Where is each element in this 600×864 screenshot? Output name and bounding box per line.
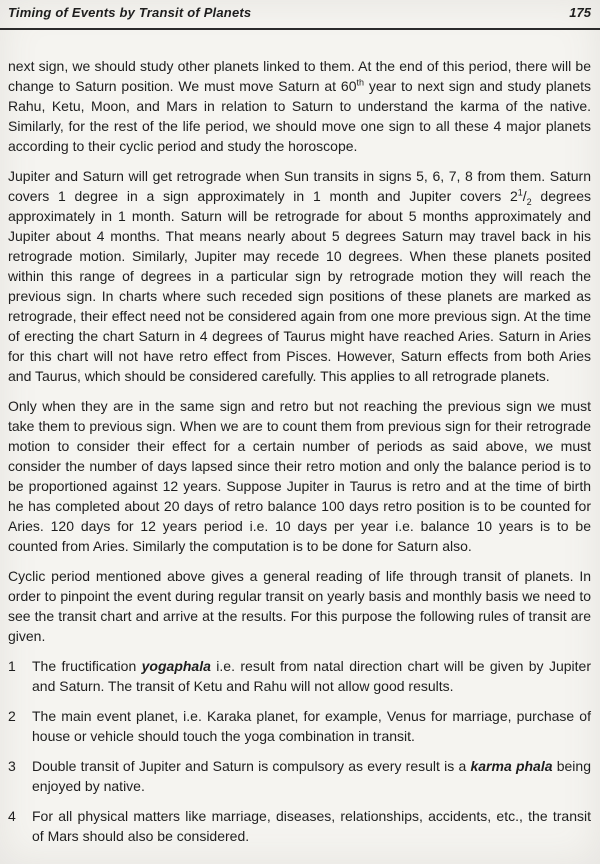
list-item xyxy=(8,806,591,846)
page-header xyxy=(0,0,600,20)
list-item-text: The fructification yogaphala i.e. result from natal direction chart will be given by Jupiter and Saturn. The transit of Ketu and Rahu will not allow good results. xyxy=(32,658,591,694)
list-item-number: 3 xyxy=(8,758,16,774)
paragraph-retrograde-degrees: Jupiter and Saturn will get retrograde when Sun transits in signs 5, 6, 7, 8 from them. Saturn covers 1 degree in a sign approximately in 1 month and Jupiter covers $2^1/_2$ degrees approximately in 1 month. Saturn will be retrograde for about 5 months approximately and Jupiter about 4 months. That means nearly about 5 degrees Saturn may travel back in his retrograde motion. Similarly, Jupiter may recede 10 degrees. When these planets posited within this range of degrees in a particular sign by retrograde motion they will reach the previous sign. In charts where such receded sign positions of these planets are marked as retrograde, their effect need not be considered again from one more previous sign. At the time of erecting the chart Saturn in 4 degrees of Taurus might have reached Aries. Saturn in Aries for this chart will not have retro effect from Pisces. However, Saturn effects from both Aries and Taurus, which should be considered carefully. This applies to all retrograde planets. xyxy=(8,168,592,384)
list-item xyxy=(8,656,591,696)
list-item-text: For all physical matters like marriage, diseases, relationships, accidents, etc., the transit of Mars should also be considered. xyxy=(32,808,591,844)
transit-rules-list xyxy=(8,656,591,846)
list-item-number: 4 xyxy=(8,808,16,824)
list-item-text: The main event planet, i.e. Karaka planet, for example, Venus for marriage, purchase of house or vehicle should touch the yoga combination in transit. xyxy=(32,708,591,744)
list-item xyxy=(8,706,591,746)
paragraph-saturn-cycle: next sign, we should study other planets linked to them. At the end of this period, there will be change to Saturn position. We must move Saturn at 60th year to next sign and study planets Rahu, Ketu, Moon, and Mars in relation to Saturn to understand the karma of the native. Similarly, for the rest of the life period, we should move one sign to all these 4 major planets according to their cyclic period and study the horoscope. xyxy=(8,58,592,154)
list-item-number: 1 xyxy=(8,658,16,674)
list-item xyxy=(8,756,591,796)
running-header-title: Timing of Events by Transit of Planets xyxy=(8,5,252,20)
list-item-number: 2 xyxy=(8,708,16,724)
page-number: 175 xyxy=(569,5,591,20)
list-item-text: Double transit of Jupiter and Saturn is compulsory as every result is a karma phala being enjoyed by native. xyxy=(32,758,591,794)
paragraph-retro-counting: Only when they are in the same sign and retro but not reaching the previous sign we must take them to previous sign. When we are to count them from previous sign for their retrograde motion to consider their effect for a certain number of periods as said above, we must consider the number of days lapsed since their retro motion and only the balance period is to be proportioned against 12 years. Suppose Jupiter in Taurus is retro and at the time of birth he has completed about 20 days of retro balance 100 days retro position is to be counted for Aries. 120 days for 12 years period i.e. 10 days per year i.e. balance 10 years is to be counted from Aries. Similarly the computation is to be done for Saturn also. xyxy=(8,398,591,554)
paragraph-cyclic-period: Cyclic period mentioned above gives a general reading of life through transit of planets. In order to pinpoint the event during regular transit on yearly basis and monthly basis we need to see the transit chart and arrive at the results. For this purpose the following rules of transit are given. xyxy=(8,568,591,644)
page-content xyxy=(0,30,600,846)
